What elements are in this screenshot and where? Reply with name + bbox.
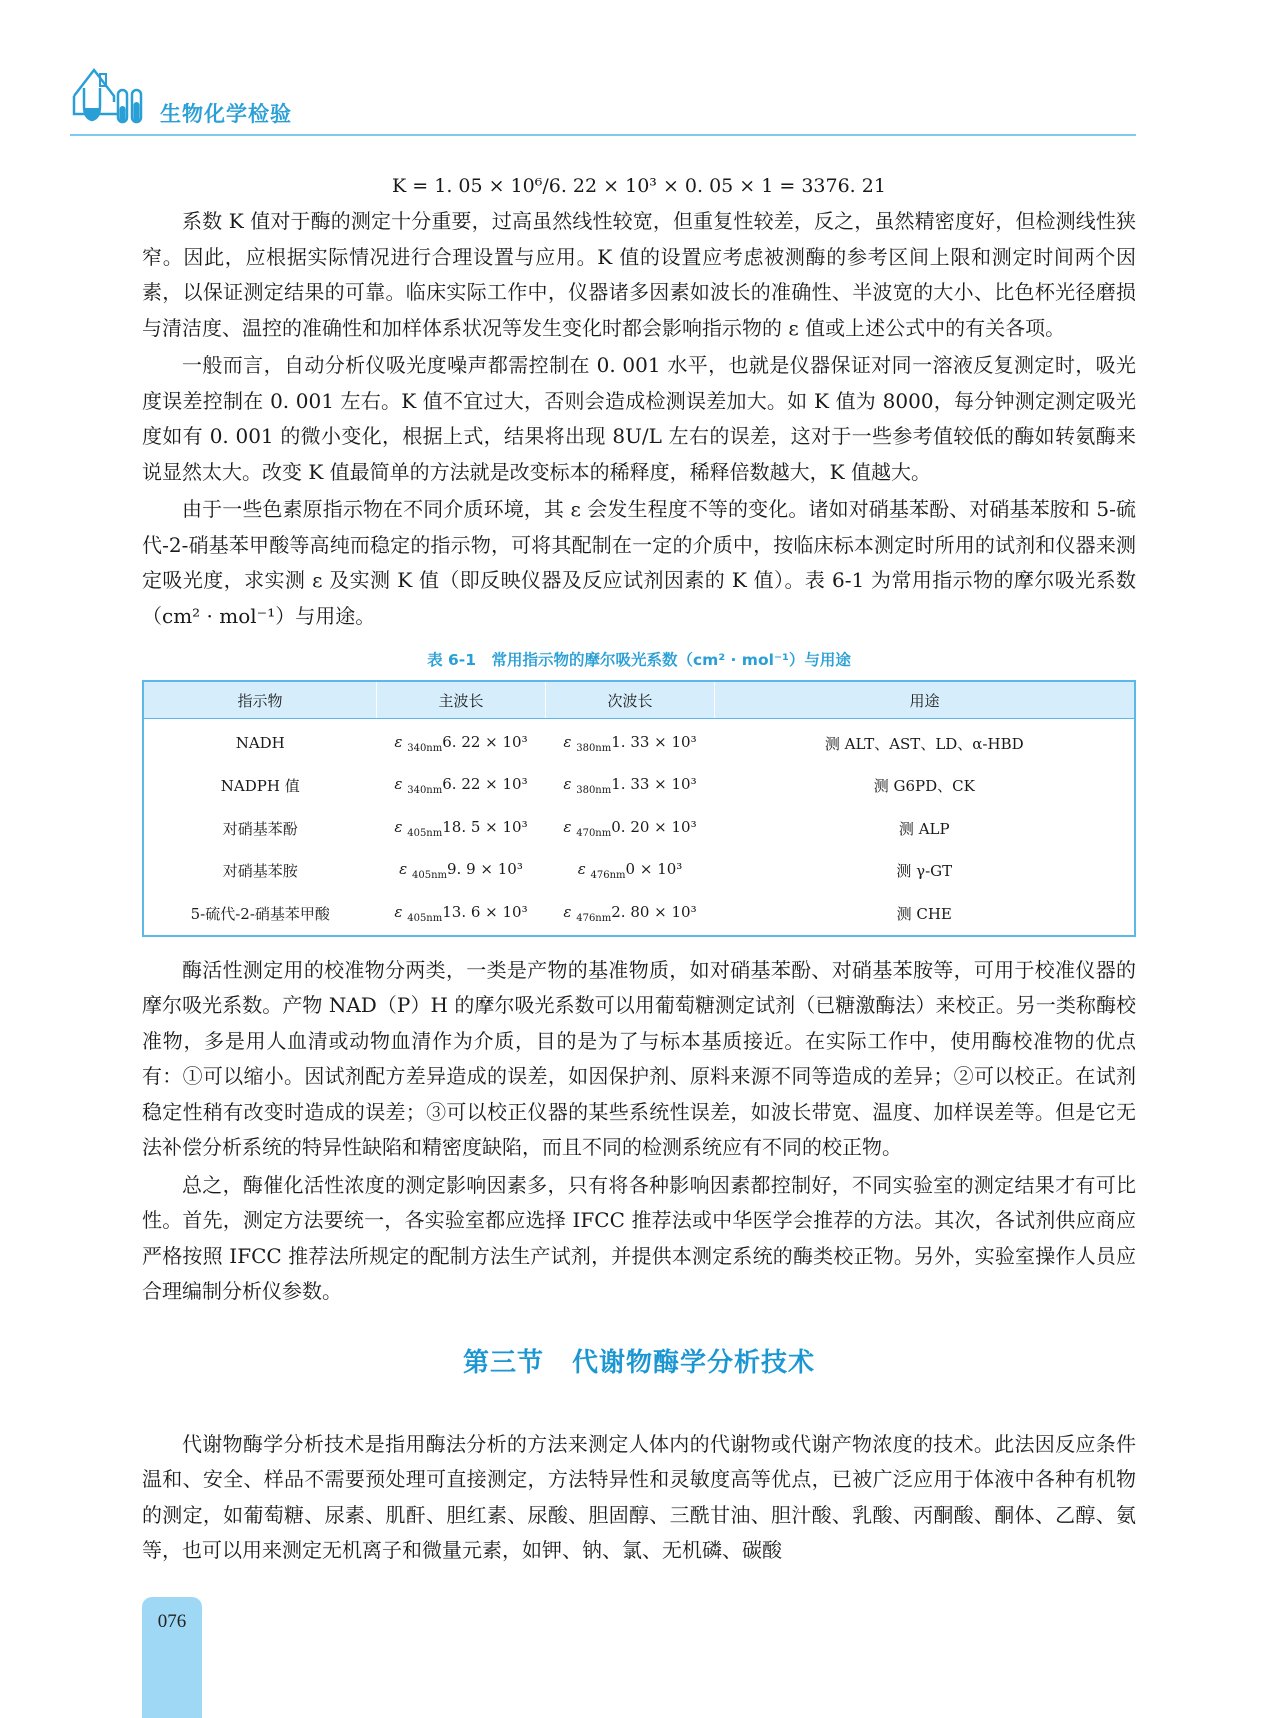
- paragraph: 一般而言，自动分析仪吸光度噪声都需控制在 0. 001 水平，也就是仪器保证对同一溶液反复测定时，吸光度误差控制在 0. 001 左右。K 值不宜过大，否则会造成检测误差加大。如 K 值为 8000，每分钟测定测定吸光度如有 0. 001 的微小变化，根据上式，结果将出现 8U/L 左右的误差，这对于一些参考值较低的酶如转氨酶来说显然太大。改变 K 值最简单的方法就是改变标本的稀释度，稀释倍数越大，K 值越大。: [142, 353, 1136, 484]
- second-wavelength-cell: ε $_{380nm}$1. 33 × 10³: [563, 732, 697, 754]
- table-caption: 表 6-1 常用指示物的摩尔吸光系数（cm² · mol⁻¹）与用途: [427, 651, 851, 669]
- page-number: 076: [157, 1611, 187, 1632]
- indicator-cell: NADH: [235, 734, 285, 753]
- table-row: [143, 807, 1135, 850]
- indicator-cell: 5-硫代-2-硝基苯甲酸: [190, 904, 330, 923]
- paragraph: 系数 K 值对于酶的测定十分重要，过高虽然线性较宽，但重复性较差，反之，虽然精密度好，但检测线性狭窄。因此，应根据实际情况进行合理设置与应用。K 值的设置应考虑被测酶的参考区间上限和测定时间两个因素，以保证测定结果的可靠。临床实际工作中，仪器诸多因素如波长的准确性、半波宽的大小、比色杯光径磨损与清洁度、温控的准确性和加样体系状况等发生变化时都会影响指示物的 ε 值或上述公式中的有关各项。: [142, 209, 1136, 340]
- paragraph: 由于一些色素原指示物在不同介质环境，其 ε 会发生程度不等的变化。诸如对硝基苯酚、对硝基苯胺和 5-硫代-2-硝基苯甲酸等高纯而稳定的指示物，可将其配制在一定的介质中，按临床标本测定时所用的试剂和仪器来测定吸光度，求实测 ε 及实测 K 值（即反映仪器及反应试剂因素的 K 值）。表 6-1 为常用指示物的摩尔吸光系数（cm² · mol⁻¹）与用途。: [142, 497, 1136, 628]
- use-cell: 测 ALT、AST、LD、α-HBD: [824, 734, 1024, 753]
- main-wavelength-cell: ε $_{340nm}$6. 22 × 10³: [394, 732, 528, 754]
- second-wavelength-cell: ε $_{470nm}$0. 20 × 10³: [563, 817, 697, 839]
- use-cell: 测 ALP: [898, 819, 950, 838]
- use-cell: 测 G6PD、CK: [873, 777, 975, 796]
- header-divider: [70, 134, 1136, 136]
- book-title: 生物化学检验: [160, 102, 292, 126]
- main-content: [142, 172, 1136, 1569]
- column-header: 用途: [715, 681, 1136, 719]
- column-header: 次波长: [546, 681, 715, 719]
- paragraph: 酶活性测定用的校准物分两类，一类是产物的基准物质，如对硝基苯酚、对硝基苯胺等，可用于校准仪器的摩尔吸光系数。产物 NAD（P）H 的摩尔吸光系数可以用葡萄糖测定试剂（已糖激酶法）来校正。另一类称酶校准物，多是用人血清或动物血清作为介质，目的是为了与标本基质接近。在实际工作中，使用酶校准物的优点有：①可以缩小。因试剂配方差异造成的误差，如因保护剂、原料来源不同等造成的差异；②可以校正。在试剂稳定性稍有改变时造成的误差；③可以校正仪器的某些系统性误差，如波长带宽、温度、加样误差等。但是它无法补偿分析系统的特异性缺陷和精密度缺陷，而且不同的检测系统应有不同的校正物。: [142, 957, 1136, 1159]
- main-wavelength-cell: ε $_{405nm}$13. 6 × 10³: [394, 902, 528, 924]
- use-cell: 测 CHE: [896, 904, 952, 923]
- table-row: [143, 892, 1135, 936]
- main-wavelength-cell: ε $_{340nm}$6. 22 × 10³: [394, 775, 528, 797]
- page-header: [0, 0, 1275, 140]
- table-row: [143, 850, 1135, 893]
- main-wavelength-cell: ε $_{405nm}$9. 9 × 10³: [399, 860, 523, 882]
- indicator-cell: NADPH 值: [220, 777, 300, 796]
- table-row: [143, 765, 1135, 808]
- page-number-tab: [142, 1597, 202, 1718]
- paragraph: 代谢物酶学分析技术是指用酶法分析的方法来测定人体内的代谢物或代谢产物浓度的技术。此法因反应条件温和、安全、样品不需要预处理可直接测定，方法特异性和灵敏度高等优点，已被广泛应用于体液中各种有机物的测定，如葡萄糖、尿素、肌酐、胆红素、尿酸、胆固醇、三酰甘油、胆汁酸、乳酸、丙酮酸、酮体、乙醇、氨等，也可以用来测定无机离子和微量元素，如钾、钠、氯、无机磷、碳酸: [142, 1431, 1136, 1562]
- indicator-table: [142, 680, 1136, 937]
- indicator-cell: 对硝基苯酚: [222, 819, 298, 838]
- column-header: 指示物: [143, 681, 377, 719]
- section-title: 代谢物酶学分析技术: [572, 1347, 816, 1378]
- paragraph: 总之，酶催化活性浓度的测定影响因素多，只有将各种影响因素都控制好，不同实验室的测定结果才有可比性。首先，测定方法要统一，各实验室都应选择 IFCC 推荐法或中华医学会推荐的方法。其次，各试剂供应商应严格按照 IFCC 推荐法所规定的配制方法生产试剂，并提供本测定系统的酶类校正物。另外，实验室操作人员应合理编制分析仪参数。: [142, 1172, 1136, 1303]
- second-wavelength-cell: ε $_{380nm}$1. 33 × 10³: [563, 775, 697, 797]
- second-wavelength-cell: ε $_{476nm}$0 × 10³: [577, 860, 683, 882]
- column-header: 主波长: [377, 681, 546, 719]
- indicator-cell: 对硝基苯胺: [222, 862, 298, 881]
- lab-flask-test-tubes-icon: [70, 62, 146, 132]
- table-row: [143, 719, 1135, 765]
- section-number: 第三节: [462, 1347, 544, 1378]
- table-header-row: [143, 681, 1135, 719]
- formula: K = 1. 05 × 10⁶/6. 22 × 10³ × 0. 05 × 1 = 3376. 21: [392, 175, 886, 197]
- second-wavelength-cell: ε $_{476nm}$2. 80 × 10³: [563, 902, 697, 924]
- section-heading: [142, 1342, 1136, 1379]
- use-cell: 测 γ-GT: [896, 862, 953, 881]
- main-wavelength-cell: ε $_{405nm}$18. 5 × 10³: [394, 817, 528, 839]
